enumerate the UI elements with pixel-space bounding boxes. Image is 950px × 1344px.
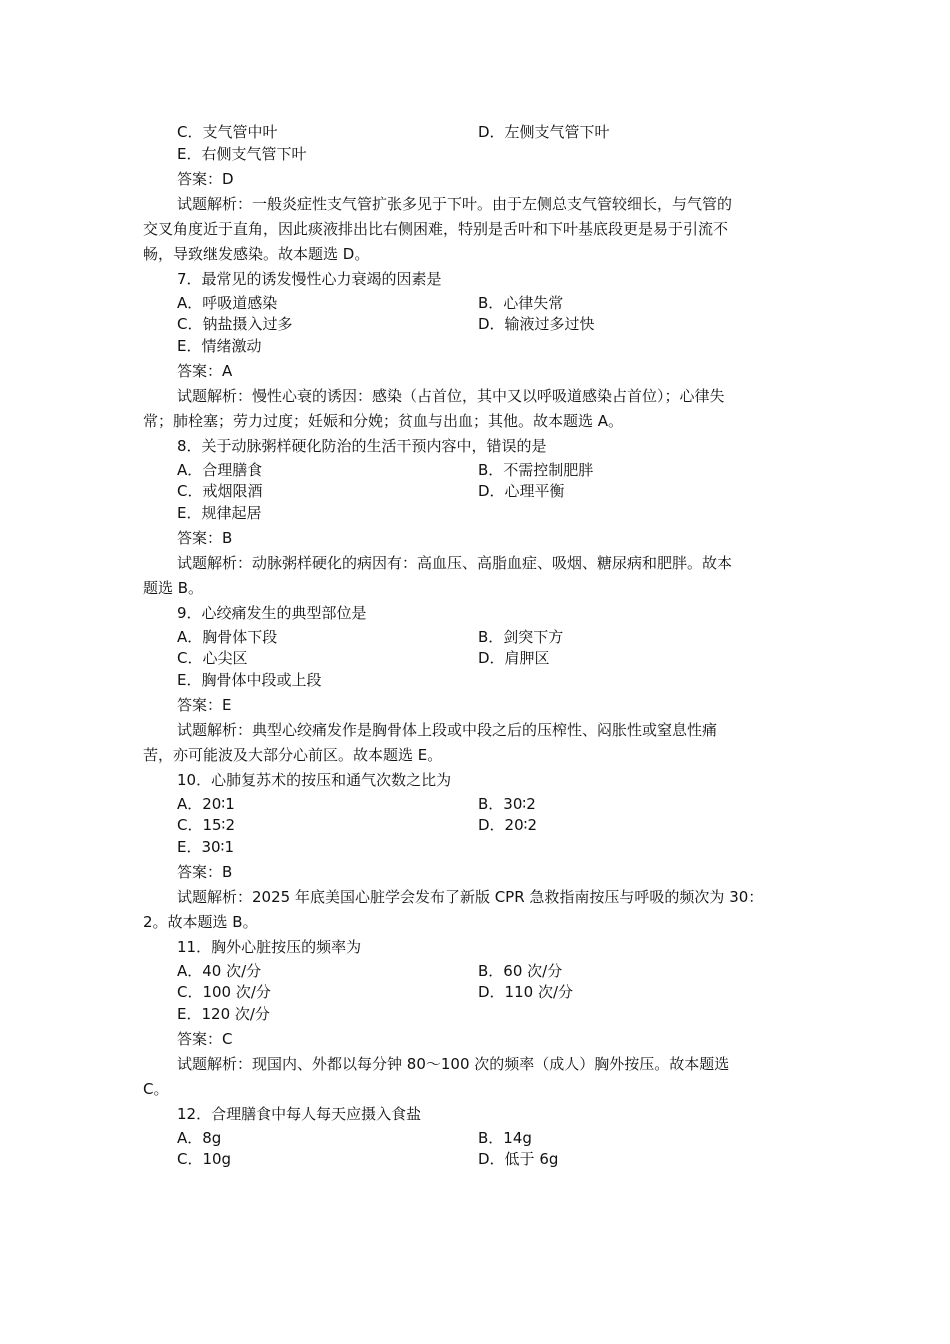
q11-options-row-ab [143,960,807,981]
q7-answer: 答案：A [177,362,233,380]
q9-question: 9．心绞痛发生的典型部位是 [177,604,367,622]
q7-analysis-line-2: 常；肺栓塞；劳力过度；妊娠和分娩；贫血与出血；其他。故本题选 A。 [143,412,624,430]
q7-options-row-ab [143,292,807,313]
q12-option-d: D．低于 6g [478,1150,559,1168]
q6-option-e: E．右侧支气管下叶 [177,145,307,163]
q11-question: 11．胸外心脏按压的频率为 [177,938,362,956]
q7-question: 7．最常见的诱发慢性心力衰竭的因素是 [177,270,442,288]
q11-analysis-line-2: C。 [143,1080,169,1098]
q11-analysis-line-1: 试题解析：现国内、外都以每分钟 80～100 次的频率（成人）胸外按压。故本题选 [177,1055,730,1073]
q9-option-a: A．胸骨体下段 [177,628,278,646]
q9-options-row-ab [143,626,807,647]
q9-option-b: B．剑突下方 [478,628,564,646]
q7-option-e: E．情绪激动 [177,337,262,355]
q12-option-b: B．14g [478,1129,532,1147]
q8-analysis-line-2: 题选 B。 [143,579,204,597]
q8-option-d: D．心理平衡 [478,482,565,500]
q9-option-d: D．肩胛区 [478,649,550,667]
q7-option-d: D．输液过多过快 [478,315,595,333]
q8-analysis-line-1: 试题解析：动脉粥样硬化的病因有：高血压、高脂血症、吸烟、糖尿病和肥胖。故本 [177,554,733,572]
q7-option-a: A．呼吸道感染 [177,294,278,312]
q10-analysis-line-2: 2。故本题选 B。 [143,913,258,931]
q9-analysis-line-2: 苦，亦可能波及大部分心前区。故本题选 E。 [143,746,443,764]
q10-option-b: B．30∶2 [478,795,536,813]
q10-option-a: A．20∶1 [177,795,235,813]
q10-option-e: E．30∶1 [177,838,235,856]
q8-option-e: E．规律起居 [177,504,262,522]
q9-options-row-cd [143,647,807,668]
q10-options-row-cd [143,814,807,835]
q12-option-a: A．8g [177,1129,222,1147]
q11-option-d: D．110 次/分 [478,983,574,1001]
q10-option-c: C．15∶2 [177,816,236,834]
q11-option-c: C．100 次/分 [177,983,271,1001]
q12-option-c: C．10g [177,1150,232,1168]
q10-options-row-ab [143,793,807,814]
q8-options-row-cd [143,480,807,501]
q9-analysis-line-1: 试题解析：典型心绞痛发作是胸骨体上段或中段之后的压榨性、闷胀性或窒息性痛 [177,721,718,739]
q8-option-c: C．戒烟限酒 [177,482,263,500]
q9-option-e: E．胸骨体中段或上段 [177,671,322,689]
q6-option-c: C．支气管中叶 [177,123,278,141]
q6-answer: 答案：D [177,170,234,188]
q10-option-d: D．20∶2 [478,816,538,834]
q11-option-a: A．40 次/分 [177,962,262,980]
q8-question: 8．关于动脉粥样硬化防治的生活干预内容中，错误的是 [177,437,547,455]
q6-analysis-line-2: 交叉角度近于直角，因此痰液排出比右侧困难，特别是舌叶和下叶基底段更是易于引流不 [143,220,729,238]
q7-option-c: C．钠盐摄入过多 [177,315,293,333]
q6-analysis-line-1: 试题解析：一般炎症性支气管扩张多见于下叶。由于左侧总支气管较细长，与气管的 [177,195,733,213]
q12-options-row-ab [143,1127,807,1148]
q9-option-c: C．心尖区 [177,649,248,667]
q7-analysis-line-1: 试题解析：慢性心衰的诱因：感染（占首位，其中又以呼吸道感染占首位）；心律失 [177,387,725,405]
q6-analysis-line-3: 畅，导致继发感染。故本题选 D。 [143,245,370,263]
q8-option-a: A．合理膳食 [177,461,263,479]
q10-question: 10．心肺复苏术的按压和通气次数之比为 [177,771,452,789]
q9-answer: 答案：E [177,696,232,714]
q11-option-e: E．120 次/分 [177,1005,270,1023]
q10-answer: 答案：B [177,863,233,881]
q8-options-row-ab [143,459,807,480]
q11-answer: 答案：C [177,1030,233,1048]
q6-option-d: D．左侧支气管下叶 [478,123,610,141]
q11-options-row-cd [143,981,807,1002]
q8-option-b: B．不需控制肥胖 [478,461,594,479]
q8-answer: 答案：B [177,529,233,547]
q10-analysis-line-1: 试题解析：2025 年底美国心脏学会发布了新版 CPR 急救指南按压与呼吸的频次为 30： [177,888,764,906]
q7-options-row-cd [143,313,807,334]
q12-options-row-cd [143,1148,807,1169]
q6-options-row-cd [143,121,807,142]
q11-option-b: B．60 次/分 [478,962,563,980]
q7-option-b: B．心律失常 [478,294,564,312]
q12-question: 12．合理膳食中每人每天应摄入食盐 [177,1105,422,1123]
